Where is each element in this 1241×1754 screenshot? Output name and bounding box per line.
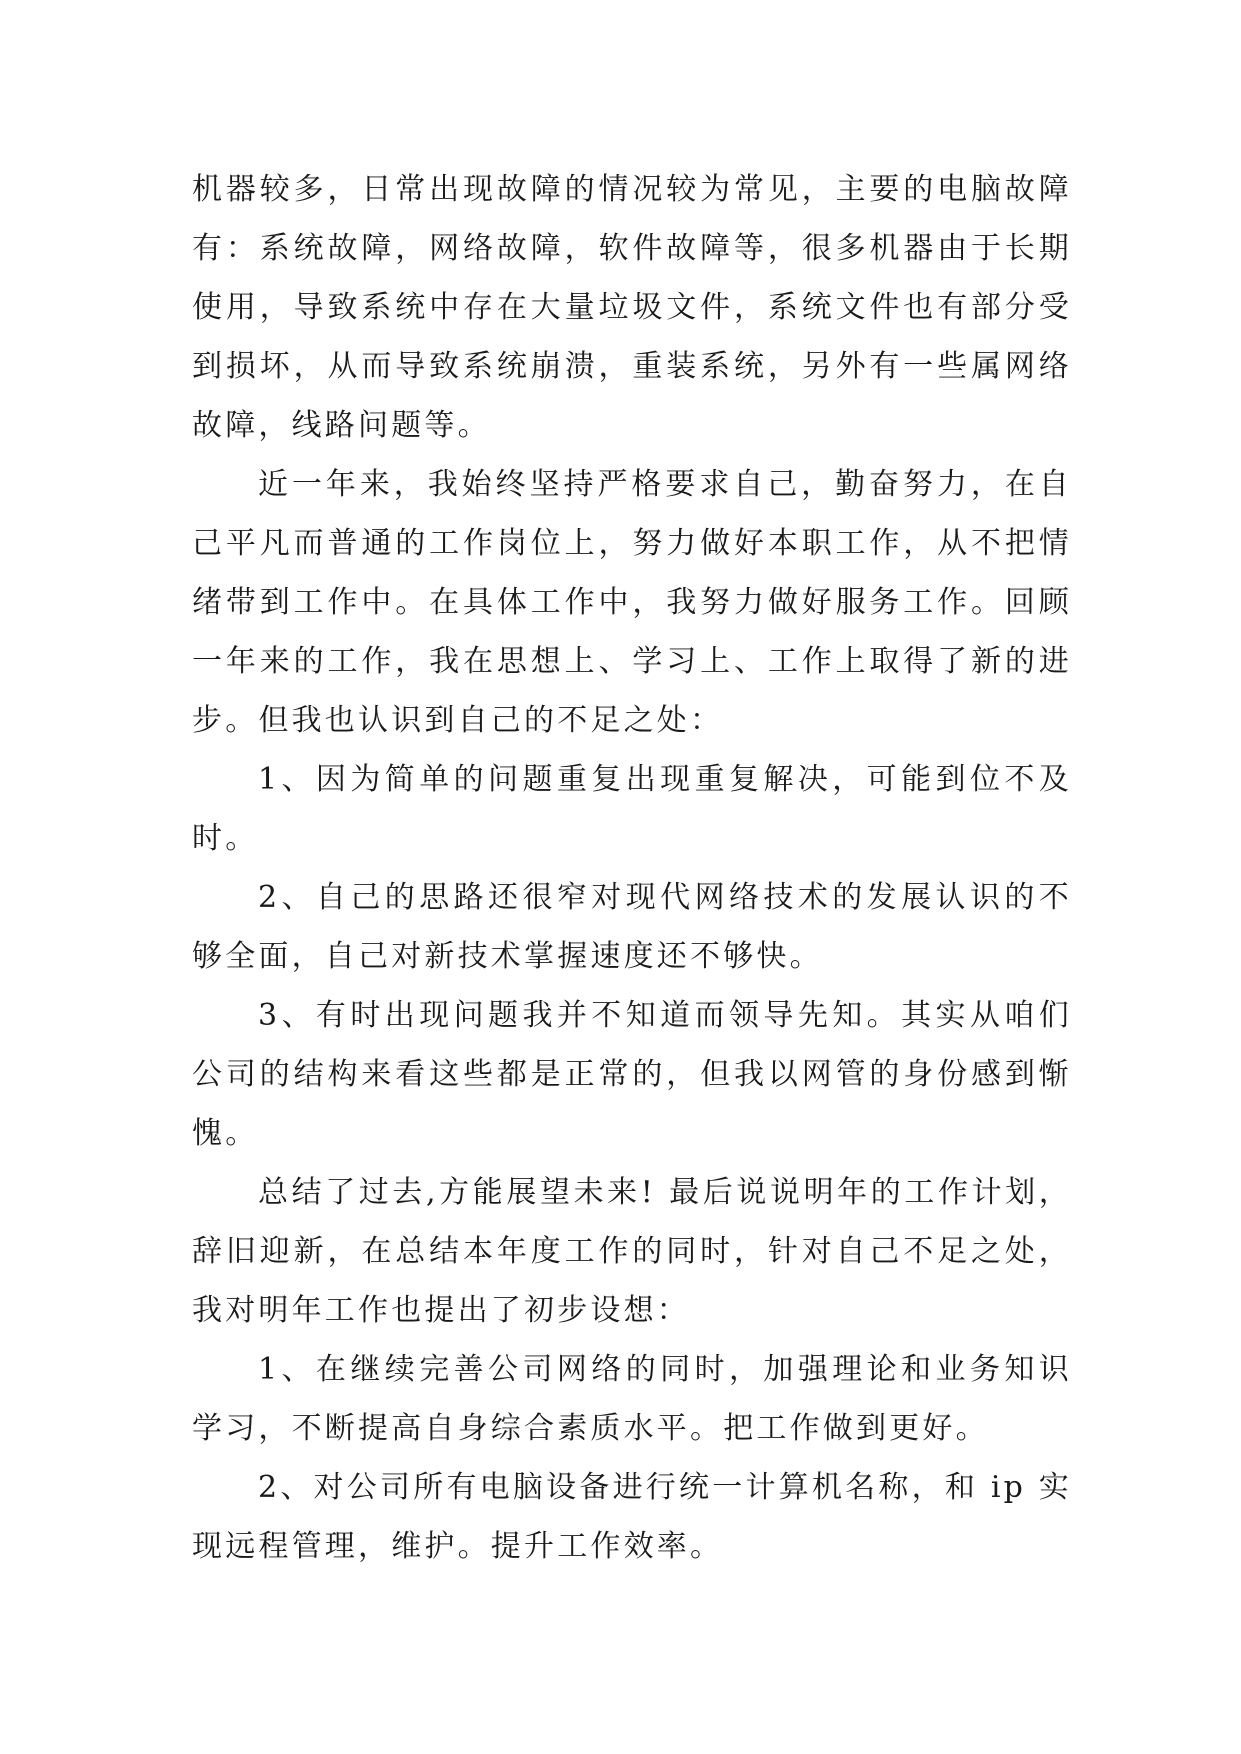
paragraph-shortcoming-2: 2、自己的思路还很窄对现代网络技术的发展认识的不够全面，自己对新技术掌握速度还不够快。 <box>192 880 1072 974</box>
paragraph-shortcoming-1: 1、因为简单的问题重复出现重复解决，可能到位不及时。 <box>192 762 1072 856</box>
document-body <box>192 160 1072 1576</box>
paragraph-plan-1: 1、在继续完善公司网络的同时，加强理论和业务知识学习，不断提高自身综合素质水平。把工作做到更好。 <box>192 1352 1072 1446</box>
paragraph-summary: 总结了过去,方能展望未来! 最后说说明年的工作计划，辞旧迎新，在总结本年度工作的同时，针对自己不足之处，我对明年工作也提出了初步设想： <box>192 1175 1072 1328</box>
paragraph-shortcoming-3: 3、有时出现问题我并不知道而领导先知。其实从咱们公司的结构来看这些都是正常的，但我以网管的身份感到惭愧。 <box>192 998 1072 1151</box>
paragraph-continued: 机器较多，日常出现故障的情况较为常见，主要的电脑故障有：系统故障，网络故障，软件故障等，很多机器由于长期使用，导致系统中存在大量垃圾文件，系统文件也有部分受到损坏，从而导致系统崩溃，重装系统，另外有一些属网络故障，线路问题等。 <box>192 172 1072 443</box>
paragraph-year-review: 近一年来，我始终坚持严格要求自己，勤奋努力，在自己平凡而普通的工作岗位上，努力做好本职工作，从不把情绪带到工作中。在具体工作中，我努力做好服务工作。回顾一年来的工作，我在思想上、学习上、工作上取得了新的进步。但我也认识到自己的不足之处： <box>192 467 1072 738</box>
paragraph-plan-2: 2、对公司所有电脑设备进行统一计算机名称，和 ip 实现远程管理，维护。提升工作效率。 <box>192 1470 1072 1564</box>
